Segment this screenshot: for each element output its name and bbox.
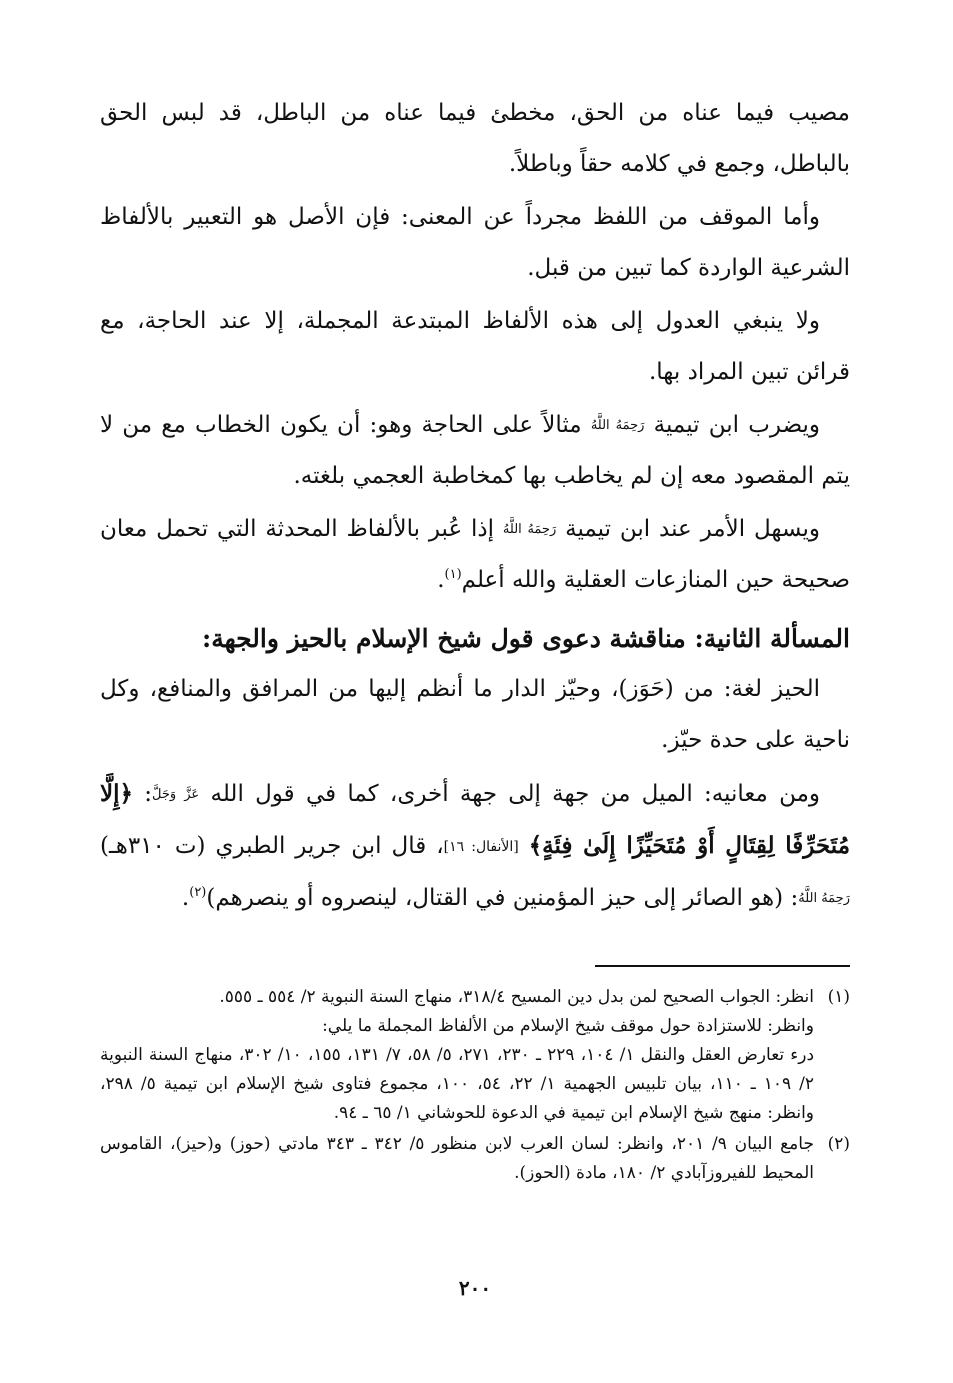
footnote-line: وانظر: للاستزادة حول موقف شيخ الإسلام من الألفاظ المجملة ما يلي: bbox=[322, 1016, 814, 1036]
footnote-number: (٢) bbox=[827, 1134, 850, 1154]
honorific-glyph: رَحِمَهُ اللَّهُ bbox=[502, 522, 557, 537]
paragraph-7-colon: : bbox=[144, 781, 153, 807]
paragraph-4-text-start: ويضرب ابن تيمية bbox=[653, 412, 821, 438]
footnote-number: (١) bbox=[827, 987, 850, 1007]
paragraph-5-text-end: إذا عُبر بالألفاظ المحدثة التي تحمل معان صحيحة حين المنازعات العقلية والله أعلم bbox=[100, 516, 850, 593]
section-heading: المسألة الثانية: مناقشة دعوى قول شيخ الإسلام بالحيز والجهة: bbox=[202, 624, 850, 653]
paragraph-7 bbox=[100, 768, 850, 924]
paragraph-2: وأما الموقف من اللفظ مجرداً عن المعنى: فإن الأصل هو التعبير بالألفاظ الشرعية الواردة كما تبين من قبل. bbox=[100, 204, 850, 281]
honorific-glyph: رَحِمَهُ اللَّهُ bbox=[590, 418, 645, 433]
footnote-marker-2: (٢) bbox=[189, 885, 207, 900]
footnote-body bbox=[100, 1130, 814, 1188]
footnote-divider bbox=[595, 965, 850, 967]
honorific-glyph: رَحِمَهُ اللَّهُ bbox=[798, 891, 850, 906]
paragraph-7-text-end: : (هو الصائر إلى حيز المؤمنين في القتال، لينصروه أو ينصرهم) bbox=[206, 885, 799, 911]
footnote-2 bbox=[100, 1130, 850, 1188]
footnote-line: درء تعارض العقل والنقل ١/ ١٠٤، ٢٢٩ ـ ٢٣٠، ٢٧١، ٥/ ٥٨، ٧/ ١٣١، ١٥٥، ١٠/ ٣٠٢، منهاج السنة النبوية ٢/ ١٠٩ ـ ١١٠، بيان تلبيس الجهمية ١/ ٢٢، ٥٤، ١٠٠، مجموع فتاوى شيخ الإسلام ابن تيمية ٥/ ٢٩٨، وانظر: منهج شيخ الإسلام ابن تيمية في الدعوة للحوشاني ١/ ٦٥ ـ ٩٤. bbox=[100, 1045, 815, 1123]
footnote-1 bbox=[100, 983, 850, 1128]
paragraph-3: ولا ينبغي العدول إلى هذه الألفاظ المبتدعة المجملة، إلا عند الحاجة، مع قرائن تبين المراد بها. bbox=[100, 308, 850, 385]
paragraph-1: مصيب فيما عناه من الحق، مخطئ فيما عناه من الباطل، قد لبس الحق بالباطل، وجمع في كلامه حقاً وباطلاً. bbox=[100, 100, 850, 177]
paragraph-6: الحيز لغة: من (حَوَز)، وحيّز الدار ما أنظم إليها من المرافق والمنافع، وكل ناحية على حدة حيّز. bbox=[100, 676, 850, 753]
paragraph-7-text-middle: ، قال ابن جرير الطبري (ت ٣١٠هـ) bbox=[100, 833, 444, 859]
footnotes bbox=[100, 983, 850, 1190]
paragraph-4 bbox=[100, 400, 850, 502]
footnote-marker-1: (١) bbox=[444, 567, 462, 582]
footnote-line: جامع البيان ٩/ ٢٠١، وانظر: لسان العرب لابن منظور ٥/ ٣٤٢ ـ ٣٤٣ مادتي (حوز) و(حيز)، القاموس المحيط للفيروزآبادي ٢/ ١٨٠، مادة (الحوز). bbox=[100, 1134, 814, 1183]
paragraph-7-text-start: ومن معانيه: الميل من جهة إلى جهة أخرى، كما في قول الله bbox=[210, 781, 821, 807]
page-number: ٢٠٠ bbox=[458, 1276, 492, 1300]
paragraph-5-text-start: ويسهل الأمر عند ابن تيمية bbox=[565, 516, 821, 542]
honorific-glyph: عَزَّ وَجَلَّ bbox=[152, 787, 200, 802]
paragraph-7-period: . bbox=[181, 885, 190, 911]
footnote-body bbox=[100, 983, 814, 1128]
paragraph-5-period: . bbox=[437, 567, 445, 593]
paragraph-5 bbox=[100, 504, 850, 606]
quran-verse: ﴿إِلَّا مُتَحَرِّفًا لِقِتَالٍ أَوْ مُتَحَيِّزًا إِلَىٰ فِئَةٍ﴾ bbox=[100, 780, 851, 859]
footnote-line: انظر: الجواب الصحيح لمن بدل دين المسيح ٣١٨/٤، منهاج السنة النبوية ٢/ ٥٥٤ ـ ٥٥٥. bbox=[219, 987, 814, 1007]
verse-reference: [الأنفال: ١٦] bbox=[443, 839, 519, 855]
document-page bbox=[100, 88, 850, 1368]
paragraph-4-text-end: مثالاً على الحاجة وهو: أن يكون الخطاب مع من لا يتم المقصود معه إن لم يخاطب بها كمخاطبة العجمي بلغته. bbox=[100, 412, 850, 489]
